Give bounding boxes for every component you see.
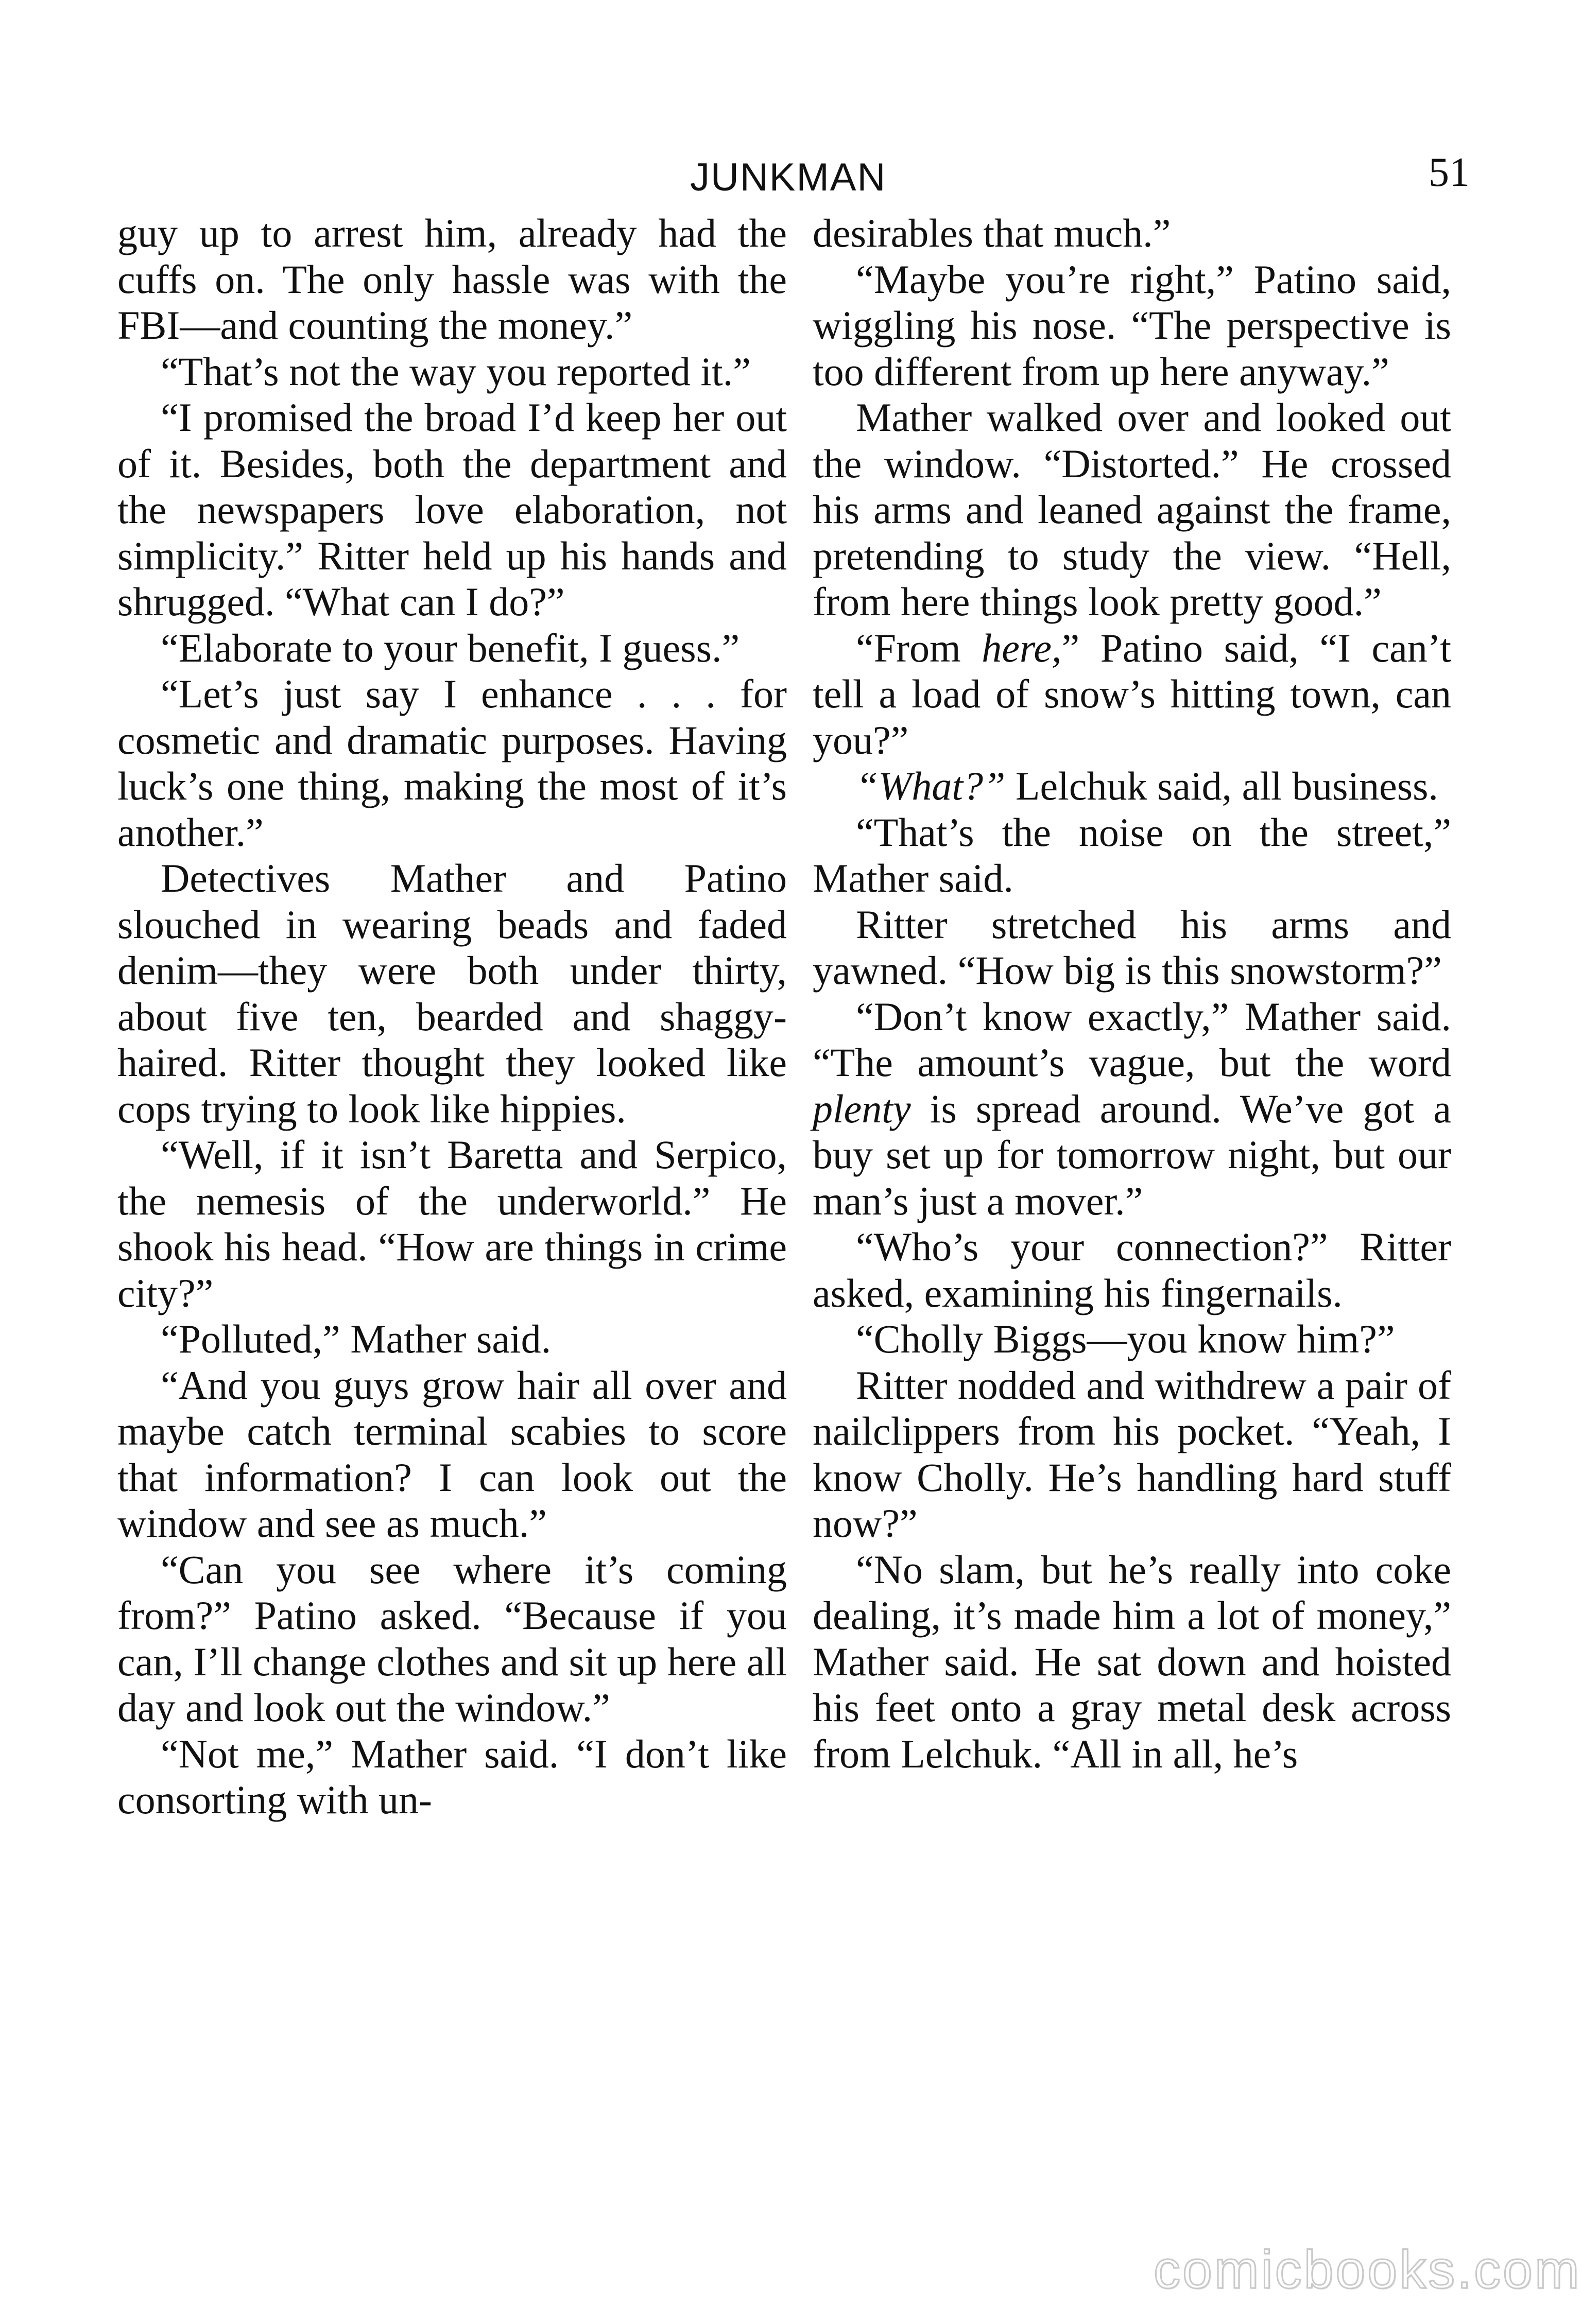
paragraph: “Well, if it isn’t Baretta and Serpico, the nemesis of the underworld.” He shook his head. “How are things in crime city?” xyxy=(117,1132,787,1315)
text-run: Lelchuk said, all business. xyxy=(1005,764,1438,808)
paragraph: Mather walked over and looked out the window. “Distorted.” He crossed his arms and leaned against the frame, pretending to study the view. “Hell, from here things look pretty good.” xyxy=(813,395,1451,624)
paragraph: “Not me,” Mather said. “I don’t like consorting with un- xyxy=(117,1731,787,1822)
text-run: “From xyxy=(856,625,982,670)
watermark: comicbooks.com xyxy=(1154,2240,1581,2300)
paragraph: desirables that much.” xyxy=(813,211,1171,255)
page-number: 51 xyxy=(1429,150,1470,195)
paragraph: “Maybe you’re right,” Patino said, wiggling his nose. “The perspective is too different from up here anyway.” xyxy=(813,256,1451,394)
paragraph: “That’s not the way you reported it.” xyxy=(161,349,751,394)
text-run: ” Patino said, “I can’t tell a load of snow’s hitting town, can you?” xyxy=(813,625,1451,762)
italic-text: plenty xyxy=(813,1086,911,1131)
right-column xyxy=(813,210,1451,1777)
paragraph: “Let’s just say I enhance . . . for cosmetic and dramatic purposes. Having luck’s one thing, making the most of it’s another.” xyxy=(117,671,787,855)
paragraph: Detectives Mather and Patino slouched in wearing beads and faded denim—they were both under thirty, about five ten, bearded and shaggy-haired. Ritter thought they looked like cops trying to look like hippies. xyxy=(117,856,787,1131)
paragraph: guy up to arrest him, already had the cuffs on. The only hassle was with the FBI—and counting the money.” xyxy=(117,211,787,348)
paragraph: “Who’s your connection?” Ritter asked, examining his fingernails. xyxy=(813,1224,1451,1315)
text-run: is spread around. We’ve got a buy set up for tomorrow night, but our man’s just a mover.” xyxy=(813,1086,1451,1223)
italic-text: “What?” xyxy=(856,764,1006,808)
paragraph: “That’s the noise on the street,” Mather said. xyxy=(813,809,1451,900)
paragraph: Ritter stretched his arms and yawned. “How big is this snowstorm?” xyxy=(813,901,1451,993)
paragraph xyxy=(813,994,1451,1224)
paragraph xyxy=(813,763,1451,809)
paragraph xyxy=(813,625,1451,764)
paragraph: “Cholly Biggs—you know him?” xyxy=(856,1316,1395,1361)
paragraph: “I promised the broad I’d keep her out of it. Besides, both the department and the newspapers love elaboration, not simplicity.” Ritter held up his hands and shrugged. “What can I do?” xyxy=(117,395,787,624)
text-run: “Don’t know exactly,” Mather said. “The amount’s vague, but the word xyxy=(813,994,1451,1085)
paragraph: “Elaborate to your benefit, I guess.” xyxy=(161,625,740,670)
paragraph: “And you guys grow hair all over and maybe catch terminal scabies to score that information? I can look out the window and see as much.” xyxy=(117,1362,787,1546)
left-column xyxy=(117,210,787,1823)
paragraph: “No slam, but he’s really into coke dealing, it’s made him a lot of money,” Mather said. He sat down and hoisted his feet onto a gray metal desk across from Lelchuk. “All in all, he’s xyxy=(813,1547,1451,1776)
italic-text: here, xyxy=(982,625,1062,670)
page-header xyxy=(0,144,1582,206)
paragraph: Ritter nodded and withdrew a pair of nailclippers from his pocket. “Yeah, I know Cholly. He’s handling hard stuff now?” xyxy=(813,1362,1451,1546)
paragraph: “Polluted,” Mather said. xyxy=(161,1316,552,1361)
running-title: JUNKMAN xyxy=(690,155,887,199)
paragraph: “Can you see where it’s coming from?” Patino asked. “Because if you can, I’ll change clothes and sit up here all day and look out the window.” xyxy=(117,1547,787,1730)
